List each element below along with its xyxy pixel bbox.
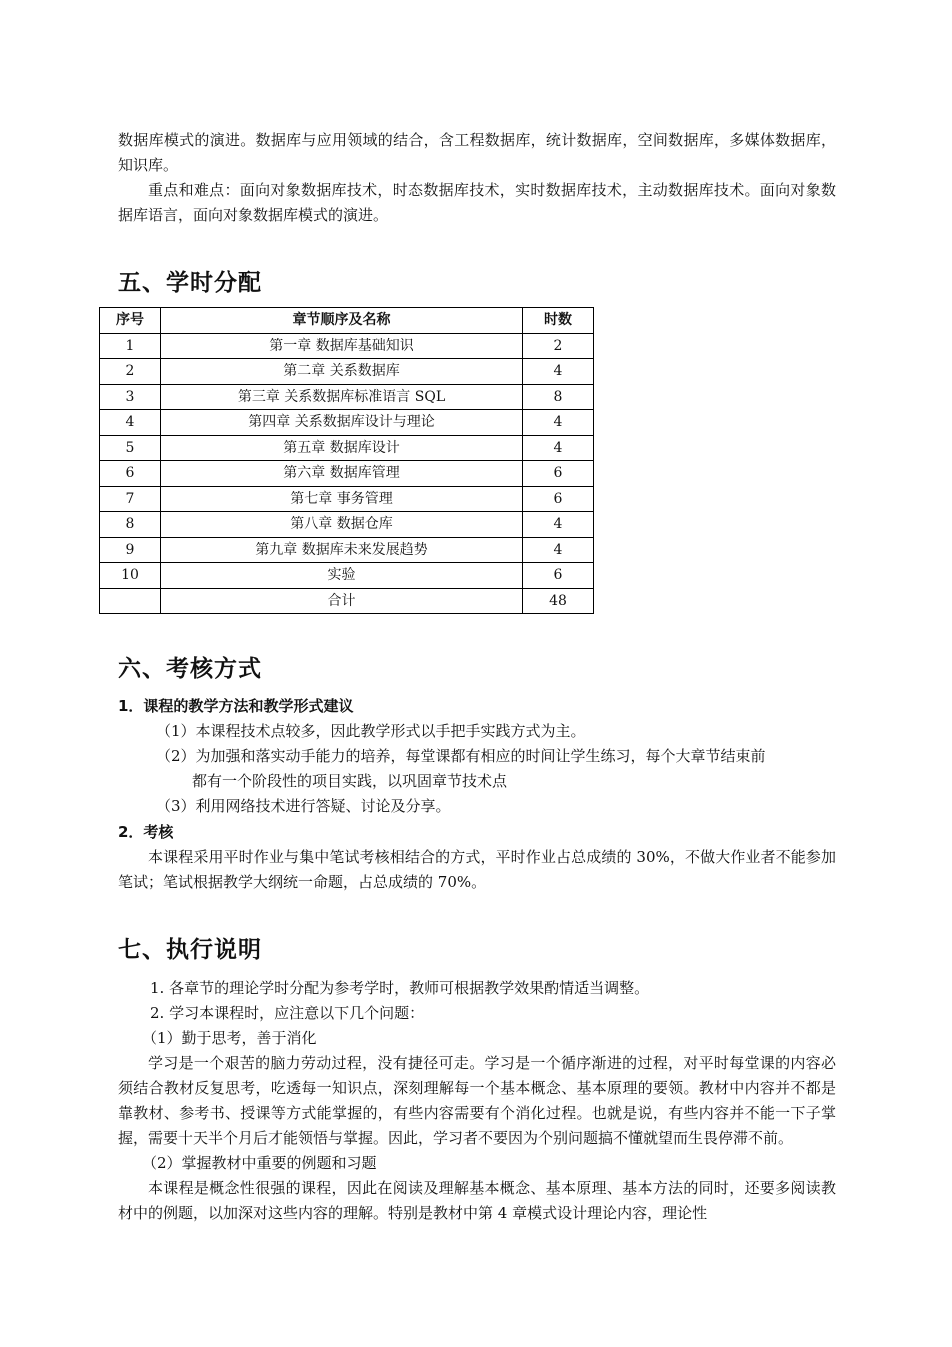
intro-paragraph-1: 数据库模式的演进。数据库与应用领域的结合，含工程数据库，统计数据库，空间数据库，多媒体数据库，知识库。: [118, 131, 836, 174]
table-row: [100, 588, 594, 614]
table-row: [100, 512, 594, 538]
hours-table: [99, 307, 594, 614]
cell-chapter: 第七章 事务管理: [161, 486, 523, 512]
list-item-continuation: 都有一个阶段性的项目实践，以巩固章节技术点: [192, 772, 508, 790]
cell-no: 7: [100, 486, 161, 512]
intro-paragraph-2: 重点和难点：面向对象数据库技术，时态数据库技术，实时数据库技术，主动数据库技术。面向对象数据库语言，面向对象数据库模式的演进。: [118, 181, 836, 224]
document-page: [118, 128, 836, 1226]
cell-hours: 6: [523, 563, 594, 589]
cell-hours: 2: [523, 333, 594, 359]
table-header-row: [100, 308, 594, 334]
cell-chapter: 第五章 数据库设计: [161, 435, 523, 461]
cell-no: 9: [100, 537, 161, 563]
section-5-title: 五、学时分配: [118, 270, 262, 296]
cell-hours: 6: [523, 461, 594, 487]
list-item: （1）本课程技术点较多，因此教学形式以手把手实践方式为主。: [156, 722, 586, 740]
note-item-2: 2. 学习本课程时，应注意以下几个问题：: [150, 1004, 425, 1022]
cell-chapter: 第一章 数据库基础知识: [161, 333, 523, 359]
subsection-assessment: 2．考核: [118, 823, 174, 841]
cell-chapter: 第二章 关系数据库: [161, 359, 523, 385]
assessment-paragraph: 本课程采用平时作业与集中笔试考核相结合的方式，平时作业占总成绩的 30%，不做大作业者不能参加笔试；笔试根据教学大纲统一命题，占总成绩的 70%。: [118, 848, 836, 891]
list-item: （2）为加强和落实动手能力的培养，每堂课都有相应的时间让学生练习，每个大章节结束前: [156, 747, 766, 765]
cell-chapter: 合计: [161, 588, 523, 614]
table-row: [100, 461, 594, 487]
table-row: [100, 384, 594, 410]
cell-hours: 8: [523, 384, 594, 410]
table-row: [100, 410, 594, 436]
tip-paragraph-2: 本课程是概念性很强的课程，因此在阅读及理解基本概念、基本原理、基本方法的同时，还要多阅读教材中的例题，以加深对这些内容的理解。特别是教材中第 4 章模式设计理论内容，理论性: [118, 1179, 836, 1222]
cell-no: 6: [100, 461, 161, 487]
note-item-1: 1. 各章节的理论学时分配为参考学时，教师可根据教学效果酌情适当调整。: [150, 979, 650, 997]
header-hours: 时数: [523, 308, 594, 334]
tip-heading-1: （1）勤于思考，善于消化: [142, 1029, 317, 1047]
list-item: （3）利用网络技术进行答疑、讨论及分享。: [156, 797, 451, 815]
table-row: [100, 333, 594, 359]
table-row: [100, 563, 594, 589]
cell-chapter: 第六章 数据库管理: [161, 461, 523, 487]
section-7-title: 七、执行说明: [118, 937, 262, 963]
table-row: [100, 486, 594, 512]
cell-hours: 4: [523, 537, 594, 563]
cell-hours: 6: [523, 486, 594, 512]
tip-paragraph-1: 学习是一个艰苦的脑力劳动过程，没有捷径可走。学习是一个循序渐进的过程，对平时每堂课的内容必须结合教材反复思考，吃透每一知识点，深刻理解每一个基本概念、基本原理的要领。教材中内容并不都是靠教材、参考书、授课等方式能掌握的，有些内容需要有个消化过程。也就是说，有些内容并不能一下子掌握，需要十天半个月后才能领悟与掌握。因此，学习者不要因为个别问题搞不懂就望而生畏停滞不前。: [118, 1054, 836, 1147]
cell-no: 2: [100, 359, 161, 385]
cell-hours: 4: [523, 435, 594, 461]
table-row: [100, 537, 594, 563]
header-no: 序号: [100, 308, 161, 334]
section-6-title: 六、考核方式: [118, 656, 262, 682]
cell-chapter: 第四章 关系数据库设计与理论: [161, 410, 523, 436]
cell-no: 10: [100, 563, 161, 589]
cell-hours: 4: [523, 512, 594, 538]
cell-hours: 48: [523, 588, 594, 614]
table-row: [100, 435, 594, 461]
cell-chapter: 第九章 数据库未来发展趋势: [161, 537, 523, 563]
cell-chapter: 第八章 数据仓库: [161, 512, 523, 538]
cell-no: 4: [100, 410, 161, 436]
cell-hours: 4: [523, 410, 594, 436]
cell-chapter: 实验: [161, 563, 523, 589]
cell-no: 1: [100, 333, 161, 359]
cell-no: 8: [100, 512, 161, 538]
cell-chapter: 第三章 关系数据库标准语言 SQL: [161, 384, 523, 410]
cell-hours: 4: [523, 359, 594, 385]
header-chapter: 章节顺序及名称: [161, 308, 523, 334]
table-row: [100, 359, 594, 385]
subsection-teaching-method: 1．课程的教学方法和教学形式建议: [118, 697, 354, 715]
cell-no: 5: [100, 435, 161, 461]
tip-heading-2: （2）掌握教材中重要的例题和习题: [142, 1154, 377, 1172]
cell-no: [100, 588, 161, 614]
cell-no: 3: [100, 384, 161, 410]
